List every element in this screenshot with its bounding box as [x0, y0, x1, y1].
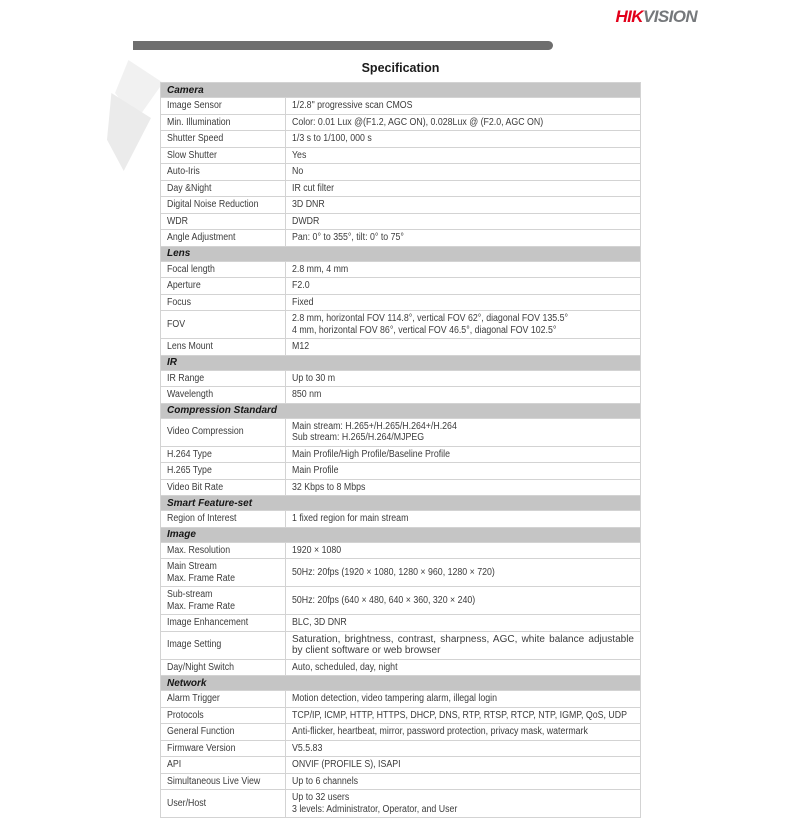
spec-row — [161, 740, 641, 757]
spec-label-cell — [161, 147, 286, 164]
cell-text: Sub-stream — [167, 589, 213, 600]
value-line — [292, 804, 634, 816]
cell-text: 1/2.8" progressive scan CMOS — [292, 100, 413, 111]
spec-value-cell — [286, 213, 641, 230]
spec-row — [161, 479, 641, 496]
cell-text: Wavelength — [167, 389, 214, 400]
spec-row — [161, 370, 641, 387]
cell-text: Aperture — [167, 280, 201, 291]
spec-value-cell — [286, 542, 641, 559]
spec-value-cell — [286, 294, 641, 311]
cell-text: User/Host — [167, 797, 207, 809]
spec-label-cell — [161, 511, 286, 528]
spec-value-cell — [286, 197, 641, 214]
value-line — [292, 421, 634, 433]
spec-row — [161, 587, 641, 615]
spec-value-cell — [286, 311, 641, 339]
spec-label-cell — [161, 180, 286, 197]
cell-text: Protocols — [167, 709, 204, 721]
spec-label-cell — [161, 387, 286, 404]
cell-text: 50Hz: 20fps (1920 × 1080, 1280 × 960, 1280 × 720) — [292, 566, 495, 578]
spec-label-cell — [161, 479, 286, 496]
spec-value-cell — [286, 164, 641, 181]
section-header-label: Network — [161, 676, 641, 691]
spec-label-cell — [161, 311, 286, 339]
spec-row — [161, 691, 641, 708]
cell-text: 1/3 s to 1/100, 000 s — [292, 133, 372, 144]
section-header-row — [161, 83, 641, 98]
cell-text: Auto, scheduled, day, night — [292, 661, 398, 673]
section-header-row — [161, 527, 641, 542]
cell-text: Main Profile/High Profile/Baseline Profile — [292, 448, 450, 460]
spec-value-cell — [286, 98, 641, 115]
spec-label-cell — [161, 197, 286, 214]
cell-text: Max. Frame Rate — [167, 600, 235, 612]
cell-text: Focus — [167, 296, 191, 308]
spec-value-cell — [286, 278, 641, 295]
cell-text: DWDR — [292, 215, 320, 227]
cell-text: Max. Resolution — [167, 544, 231, 556]
spec-table-container — [160, 82, 641, 818]
section-header-label: Image — [161, 527, 641, 542]
cell-text: Simultaneous Live View — [167, 775, 261, 787]
spec-table-body — [161, 83, 641, 818]
section-header-label: Lens — [161, 246, 641, 261]
cell-text: Up to 30 m — [292, 372, 336, 384]
spec-row — [161, 164, 641, 181]
spec-value-cell — [286, 339, 641, 356]
spec-value-cell — [286, 463, 641, 480]
spec-row — [161, 339, 641, 356]
cell-text: IR Range — [167, 372, 205, 384]
cell-text: Video Compression — [167, 426, 244, 438]
spec-label-cell — [161, 230, 286, 247]
label-line — [167, 589, 279, 601]
cell-text: Alarm Trigger — [167, 693, 220, 704]
spec-row — [161, 707, 641, 724]
spec-row — [161, 387, 641, 404]
spec-label-cell — [161, 370, 286, 387]
section-header-label: Compression Standard — [161, 403, 641, 418]
spec-label-cell — [161, 659, 286, 676]
cell-text: H.264 Type — [167, 448, 212, 460]
spec-row — [161, 261, 641, 278]
cell-text: Color: 0.01 Lux @(F1.2, AGC ON), 0.028Lux @ (F2.0, AGC ON) — [292, 116, 544, 128]
spec-row — [161, 418, 641, 446]
spec-row — [161, 757, 641, 774]
cell-text: Slow Shutter — [167, 149, 217, 161]
cell-text: Main stream: H.265+/H.265/H.264+/H.264 — [292, 420, 457, 432]
spec-value-cell — [286, 740, 641, 757]
cell-text: Yes — [292, 149, 307, 161]
spec-value-cell — [286, 773, 641, 790]
cell-text: Up to 6 channels — [292, 775, 359, 787]
header-divider-bar — [133, 41, 553, 50]
spec-row — [161, 631, 641, 659]
cell-text: Image Sensor — [167, 100, 222, 111]
spec-row — [161, 114, 641, 131]
cell-text: Digital Noise Reduction — [167, 199, 259, 210]
cell-text: 3D DNR — [292, 199, 325, 210]
spec-label-cell — [161, 707, 286, 724]
cell-text: Image Setting — [167, 639, 222, 651]
spec-value-cell — [286, 757, 641, 774]
spec-label-cell — [161, 463, 286, 480]
hikvision-logo — [615, 7, 697, 27]
cell-text: Shutter Speed — [167, 133, 224, 144]
spec-table — [160, 82, 641, 818]
cell-text: Sub stream: H.265/H.264/MJPEG — [292, 432, 425, 443]
cell-text: Firmware Version — [167, 742, 236, 754]
spec-row — [161, 559, 641, 587]
page-title: Specification — [361, 61, 440, 75]
spec-value-cell — [286, 387, 641, 404]
logo-vision-text: VISION — [642, 7, 697, 26]
cell-text: ONVIF (PROFILE S), ISAPI — [292, 759, 401, 770]
spec-row — [161, 230, 641, 247]
spec-row — [161, 659, 641, 676]
spec-value-cell — [286, 418, 641, 446]
value-line — [292, 792, 634, 804]
spec-label-cell — [161, 213, 286, 230]
cell-text: V5.5.83 — [292, 742, 323, 754]
cell-text: No — [292, 166, 304, 177]
cell-text: TCP/IP, ICMP, HTTP, HTTPS, DHCP, DNS, RTP, RTSP, RTCP, NTP, IGMP, QoS, UDP — [292, 709, 627, 721]
cell-text: Min. Illumination — [167, 116, 231, 128]
spec-row — [161, 278, 641, 295]
cell-text: 850 nm — [292, 389, 322, 400]
cell-text: 3 levels: Administrator, Operator, and User — [292, 803, 458, 815]
cell-text: 4 mm, horizontal FOV 86°, vertical FOV 46.5°, diagonal FOV 102.5° — [292, 324, 557, 336]
cell-text: BLC, 3D DNR — [292, 617, 347, 628]
section-header-row — [161, 246, 641, 261]
spec-row — [161, 98, 641, 115]
spec-value-cell — [286, 180, 641, 197]
cell-text: Motion detection, video tampering alarm, illegal login — [292, 693, 497, 704]
cell-text: M12 — [292, 341, 310, 352]
cell-text: Day &Night — [167, 182, 212, 194]
cell-text: API — [167, 759, 182, 770]
cell-text: 32 Kbps to 8 Mbps — [292, 481, 366, 493]
spec-label-cell — [161, 542, 286, 559]
section-header-row — [161, 403, 641, 418]
cell-text: 1920 × 1080 — [292, 544, 342, 556]
spec-label-cell — [161, 446, 286, 463]
spec-value-cell — [286, 724, 641, 741]
cell-text: Max. Frame Rate — [167, 572, 235, 584]
spec-value-cell — [286, 114, 641, 131]
spec-row — [161, 446, 641, 463]
cell-text: Main Profile — [292, 465, 339, 476]
cell-text: WDR — [167, 215, 189, 227]
cell-text: FOV — [167, 318, 186, 330]
spec-label-cell — [161, 773, 286, 790]
spec-value-cell — [286, 479, 641, 496]
spec-row — [161, 724, 641, 741]
section-header-label: Camera — [161, 83, 641, 98]
spec-row — [161, 542, 641, 559]
spec-row — [161, 615, 641, 632]
cell-text: Auto-Iris — [167, 166, 200, 177]
spec-label-cell — [161, 587, 286, 615]
spec-row — [161, 131, 641, 148]
spec-row — [161, 773, 641, 790]
spec-value-cell — [286, 147, 641, 164]
spec-label-cell — [161, 790, 286, 818]
cell-text: Lens Mount — [167, 341, 213, 352]
label-line — [167, 561, 279, 573]
cell-text: 50Hz: 20fps (640 × 480, 640 × 360, 320 × 240) — [292, 594, 476, 606]
label-line — [167, 573, 279, 585]
cell-text: Pan: 0° to 355°, tilt: 0° to 75° — [292, 232, 404, 243]
spec-label-cell — [161, 740, 286, 757]
cell-text: 1 fixed region for main stream — [292, 513, 409, 524]
spec-label-cell — [161, 261, 286, 278]
spec-label-cell — [161, 418, 286, 446]
cell-text: Angle Adjustment — [167, 232, 236, 243]
cell-text: 2.8 mm, 4 mm — [292, 263, 349, 275]
cell-text: Video Bit Rate — [167, 481, 224, 493]
section-header-row — [161, 676, 641, 691]
spec-label-cell — [161, 757, 286, 774]
spec-label-cell — [161, 114, 286, 131]
cell-text: IR cut filter — [292, 182, 335, 194]
spec-label-cell — [161, 278, 286, 295]
spec-label-cell — [161, 691, 286, 708]
cell-text: Focal length — [167, 263, 215, 275]
spec-label-cell — [161, 131, 286, 148]
spec-value-cell — [286, 587, 641, 615]
spec-label-cell — [161, 164, 286, 181]
spec-value-cell — [286, 615, 641, 632]
spec-row — [161, 213, 641, 230]
spec-label-cell — [161, 294, 286, 311]
spec-row — [161, 197, 641, 214]
spec-row — [161, 463, 641, 480]
spec-value-cell — [286, 446, 641, 463]
value-line — [292, 432, 634, 444]
section-header-row — [161, 355, 641, 370]
cell-text: Region of Interest — [167, 513, 237, 524]
cell-text: Day/Night Switch — [167, 661, 235, 673]
spec-value-cell — [286, 707, 641, 724]
spec-label-cell — [161, 559, 286, 587]
cell-text: F2.0 — [292, 280, 310, 291]
spec-value-cell — [286, 559, 641, 587]
spec-value-cell: Saturation, brightness, contrast, sharpness, AGC, white balance adjustable by client software or web browser — [286, 631, 641, 659]
cell-text: Up to 32 users — [292, 792, 350, 803]
spec-row — [161, 511, 641, 528]
spec-row — [161, 311, 641, 339]
cell-text: Fixed — [292, 296, 314, 308]
cell-text: H.265 Type — [167, 465, 212, 476]
spec-row — [161, 147, 641, 164]
spec-value-cell — [286, 370, 641, 387]
value-line — [292, 325, 634, 337]
spec-label-cell — [161, 339, 286, 356]
spec-label-cell — [161, 98, 286, 115]
logo-hik-text: HIK — [615, 7, 643, 26]
spec-value-cell — [286, 511, 641, 528]
spec-row — [161, 294, 641, 311]
spec-value-cell — [286, 659, 641, 676]
spec-label-cell — [161, 631, 286, 659]
section-header-label: Smart Feature-set — [161, 496, 641, 511]
spec-row — [161, 180, 641, 197]
section-header-label: IR — [161, 355, 641, 370]
spec-row — [161, 790, 641, 818]
section-header-row — [161, 496, 641, 511]
spec-value-cell — [286, 691, 641, 708]
label-line — [167, 601, 279, 613]
spec-value-cell — [286, 230, 641, 247]
cell-text: 2.8 mm, horizontal FOV 114.8°, vertical FOV 62°, diagonal FOV 135.5° — [292, 313, 568, 324]
spec-value-cell — [286, 131, 641, 148]
spec-value-cell — [286, 790, 641, 818]
spec-label-cell — [161, 615, 286, 632]
spec-label-cell — [161, 724, 286, 741]
cell-text: Main Stream — [167, 561, 217, 572]
cell-text: Anti-flicker, heartbeat, mirror, password protection, privacy mask, watermark — [292, 726, 588, 737]
cell-text: General Function — [167, 726, 235, 737]
cell-text: Image Enhancement — [167, 617, 249, 628]
spec-value-cell — [286, 261, 641, 278]
value-line — [292, 313, 634, 325]
